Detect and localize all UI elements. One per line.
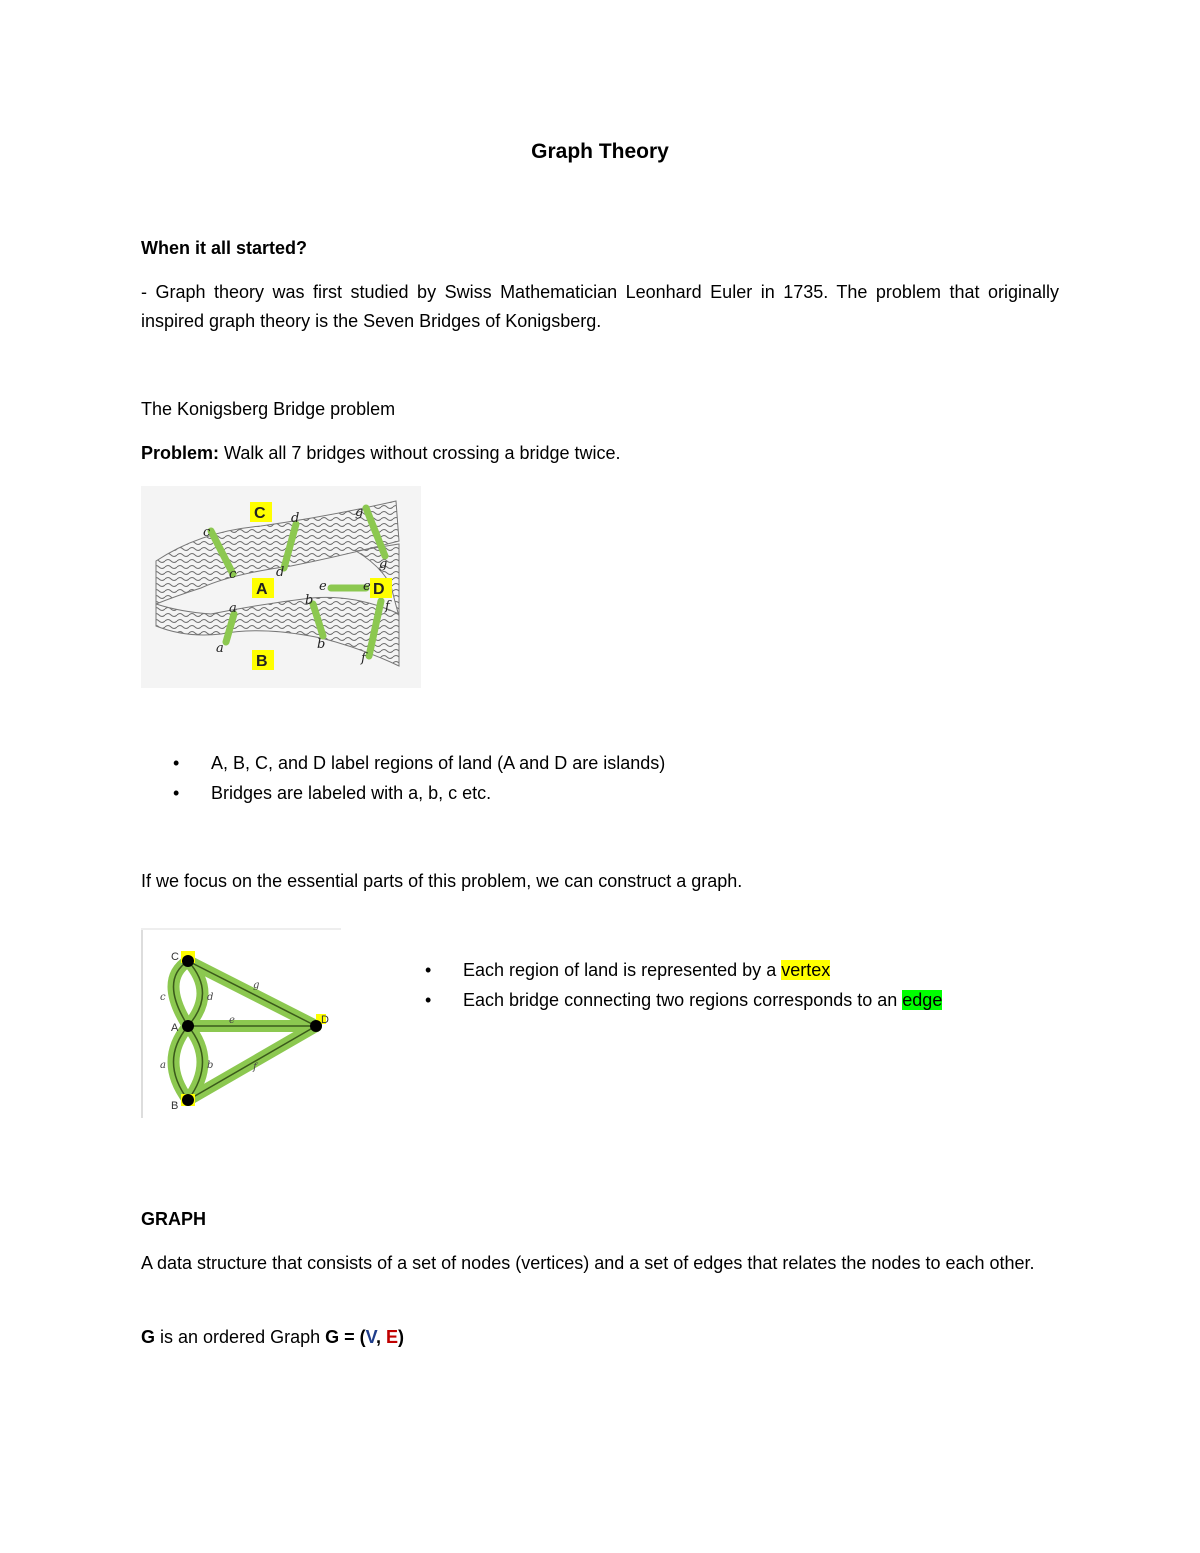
vertex-c (182, 955, 194, 967)
vertex-set-symbol: V (365, 1327, 377, 1347)
vertex-highlight: vertex (781, 960, 831, 980)
bridge-label-c2: c (229, 567, 237, 582)
edge-label-e: e (229, 1015, 235, 1026)
edge-highlight: edge (902, 990, 943, 1010)
bridge-label-d2: d (276, 565, 285, 580)
konigsberg-graph-figure (141, 928, 341, 1118)
vertex-b (182, 1094, 194, 1106)
bullet-list-regions (141, 748, 1059, 808)
vertex-label-d: D (321, 1014, 329, 1026)
bridge-label-d: d (291, 511, 300, 526)
bridge-label-a2: a (216, 641, 224, 656)
problem-label: Problem: (141, 443, 220, 463)
edge-label-b: b (207, 1060, 214, 1071)
construct-graph-paragraph: If we focus on the essential parts of this problem, we can construct a graph. (141, 871, 743, 891)
edge-label-c: c (160, 992, 166, 1003)
bridge-label-g2: g (379, 557, 388, 572)
edge-label-a: a (160, 1060, 166, 1071)
bridge-label-g: g (355, 505, 364, 520)
bridge-label-a: a (229, 601, 237, 616)
vertex-label-a: A (171, 1022, 179, 1034)
region-label-c: C (254, 505, 266, 522)
list-item: • Each region of land is represented by a vertex (393, 955, 1073, 985)
edge-label-f: f (253, 1062, 257, 1073)
list-item: • Each bridge connecting two regions corresponds to an edge (393, 985, 1073, 1015)
vertex-label-b: B (171, 1100, 179, 1112)
edge-label-g: g (253, 980, 260, 991)
region-label-b: B (256, 653, 268, 670)
graph-definition: A data structure that consists of a set of nodes (vertices) and a set of edges that relates the nodes to each other. (141, 1253, 1035, 1273)
list-item: • A, B, C, and D label regions of land (A and D are islands) (141, 748, 1059, 778)
bridge-label-f: f (385, 599, 390, 614)
problem-text: Walk all 7 bridges without crossing a bridge twice. (219, 443, 621, 463)
vertex-label-c: C (171, 951, 179, 963)
bridge-label-c: c (203, 525, 211, 540)
konigsberg-map-figure (141, 486, 421, 688)
graph-heading: GRAPH (141, 1209, 207, 1229)
vertex-a (182, 1020, 194, 1032)
graph-formula: G is an ordered Graph G = (V, E) (141, 1327, 405, 1347)
list-item: • Bridges are labeled with a, b, c etc. (141, 778, 1059, 808)
bridge-label-e: e (319, 579, 327, 594)
bridge-label-b2: b (317, 637, 326, 652)
bullet-list-graph-parts (393, 955, 1073, 1015)
konigsberg-subtitle: The Konigsberg Bridge problem (141, 399, 396, 419)
bridge-label-b: b (305, 593, 314, 608)
region-label-a: A (256, 581, 268, 598)
page-title: Graph Theory (531, 140, 669, 163)
problem-statement (141, 439, 1059, 468)
region-label-d: D (373, 581, 385, 598)
edge-label-d: d (207, 992, 214, 1003)
edge-set-symbol: E (386, 1327, 399, 1347)
bridge-label-e2: e (363, 579, 371, 594)
intro-paragraph: - Graph theory was first studied by Swiss Mathematician Leonhard Euler in 1735. The problem that originally inspired graph theory is the Seven Bridges of Konigsberg. (141, 282, 1059, 331)
bridge-label-f2: f (361, 651, 366, 666)
section-heading-start: When it all started? (141, 238, 308, 258)
